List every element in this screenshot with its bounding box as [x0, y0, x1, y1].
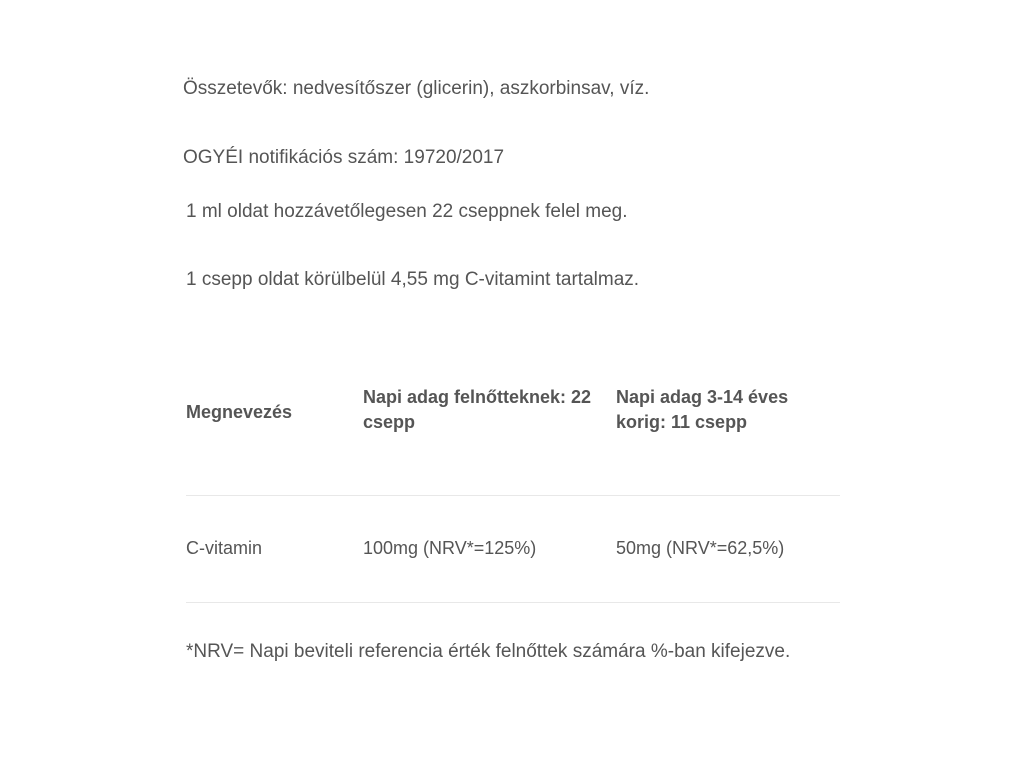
header-child-dose: Napi adag 3-14 éves korig: 11 csepp [616, 387, 789, 432]
header-name: Megnevezés [186, 402, 293, 422]
table-header-row [186, 370, 840, 496]
cell-child-amount: 50mg (NRV*=62,5%) [616, 538, 785, 558]
nutrition-table [186, 370, 840, 603]
ingredients-text: Összetevők: nedvesítőszer (glicerin), aszkorbinsav, víz. [183, 78, 650, 99]
cell-nutrient-name: C-vitamin [186, 538, 263, 558]
vitamin-per-drop-text: 1 csepp oldat körülbelül 4,55 mg C-vitamint tartalmaz. [186, 269, 640, 290]
nrv-footnote: *NRV= Napi beviteli referencia érték felnőttek számára %-ban kifejezve. [186, 641, 791, 662]
header-adult-dose: Napi adag felnőtteknek: 22 csepp [363, 387, 592, 432]
notification-number-text: OGYÉI notifikációs szám: 19720/2017 [183, 147, 505, 168]
cell-adult-amount: 100mg (NRV*=125%) [363, 538, 537, 558]
drops-per-ml-text: 1 ml oldat hozzávetőlegesen 22 cseppnek felel meg. [186, 201, 628, 222]
table-row [186, 496, 840, 603]
